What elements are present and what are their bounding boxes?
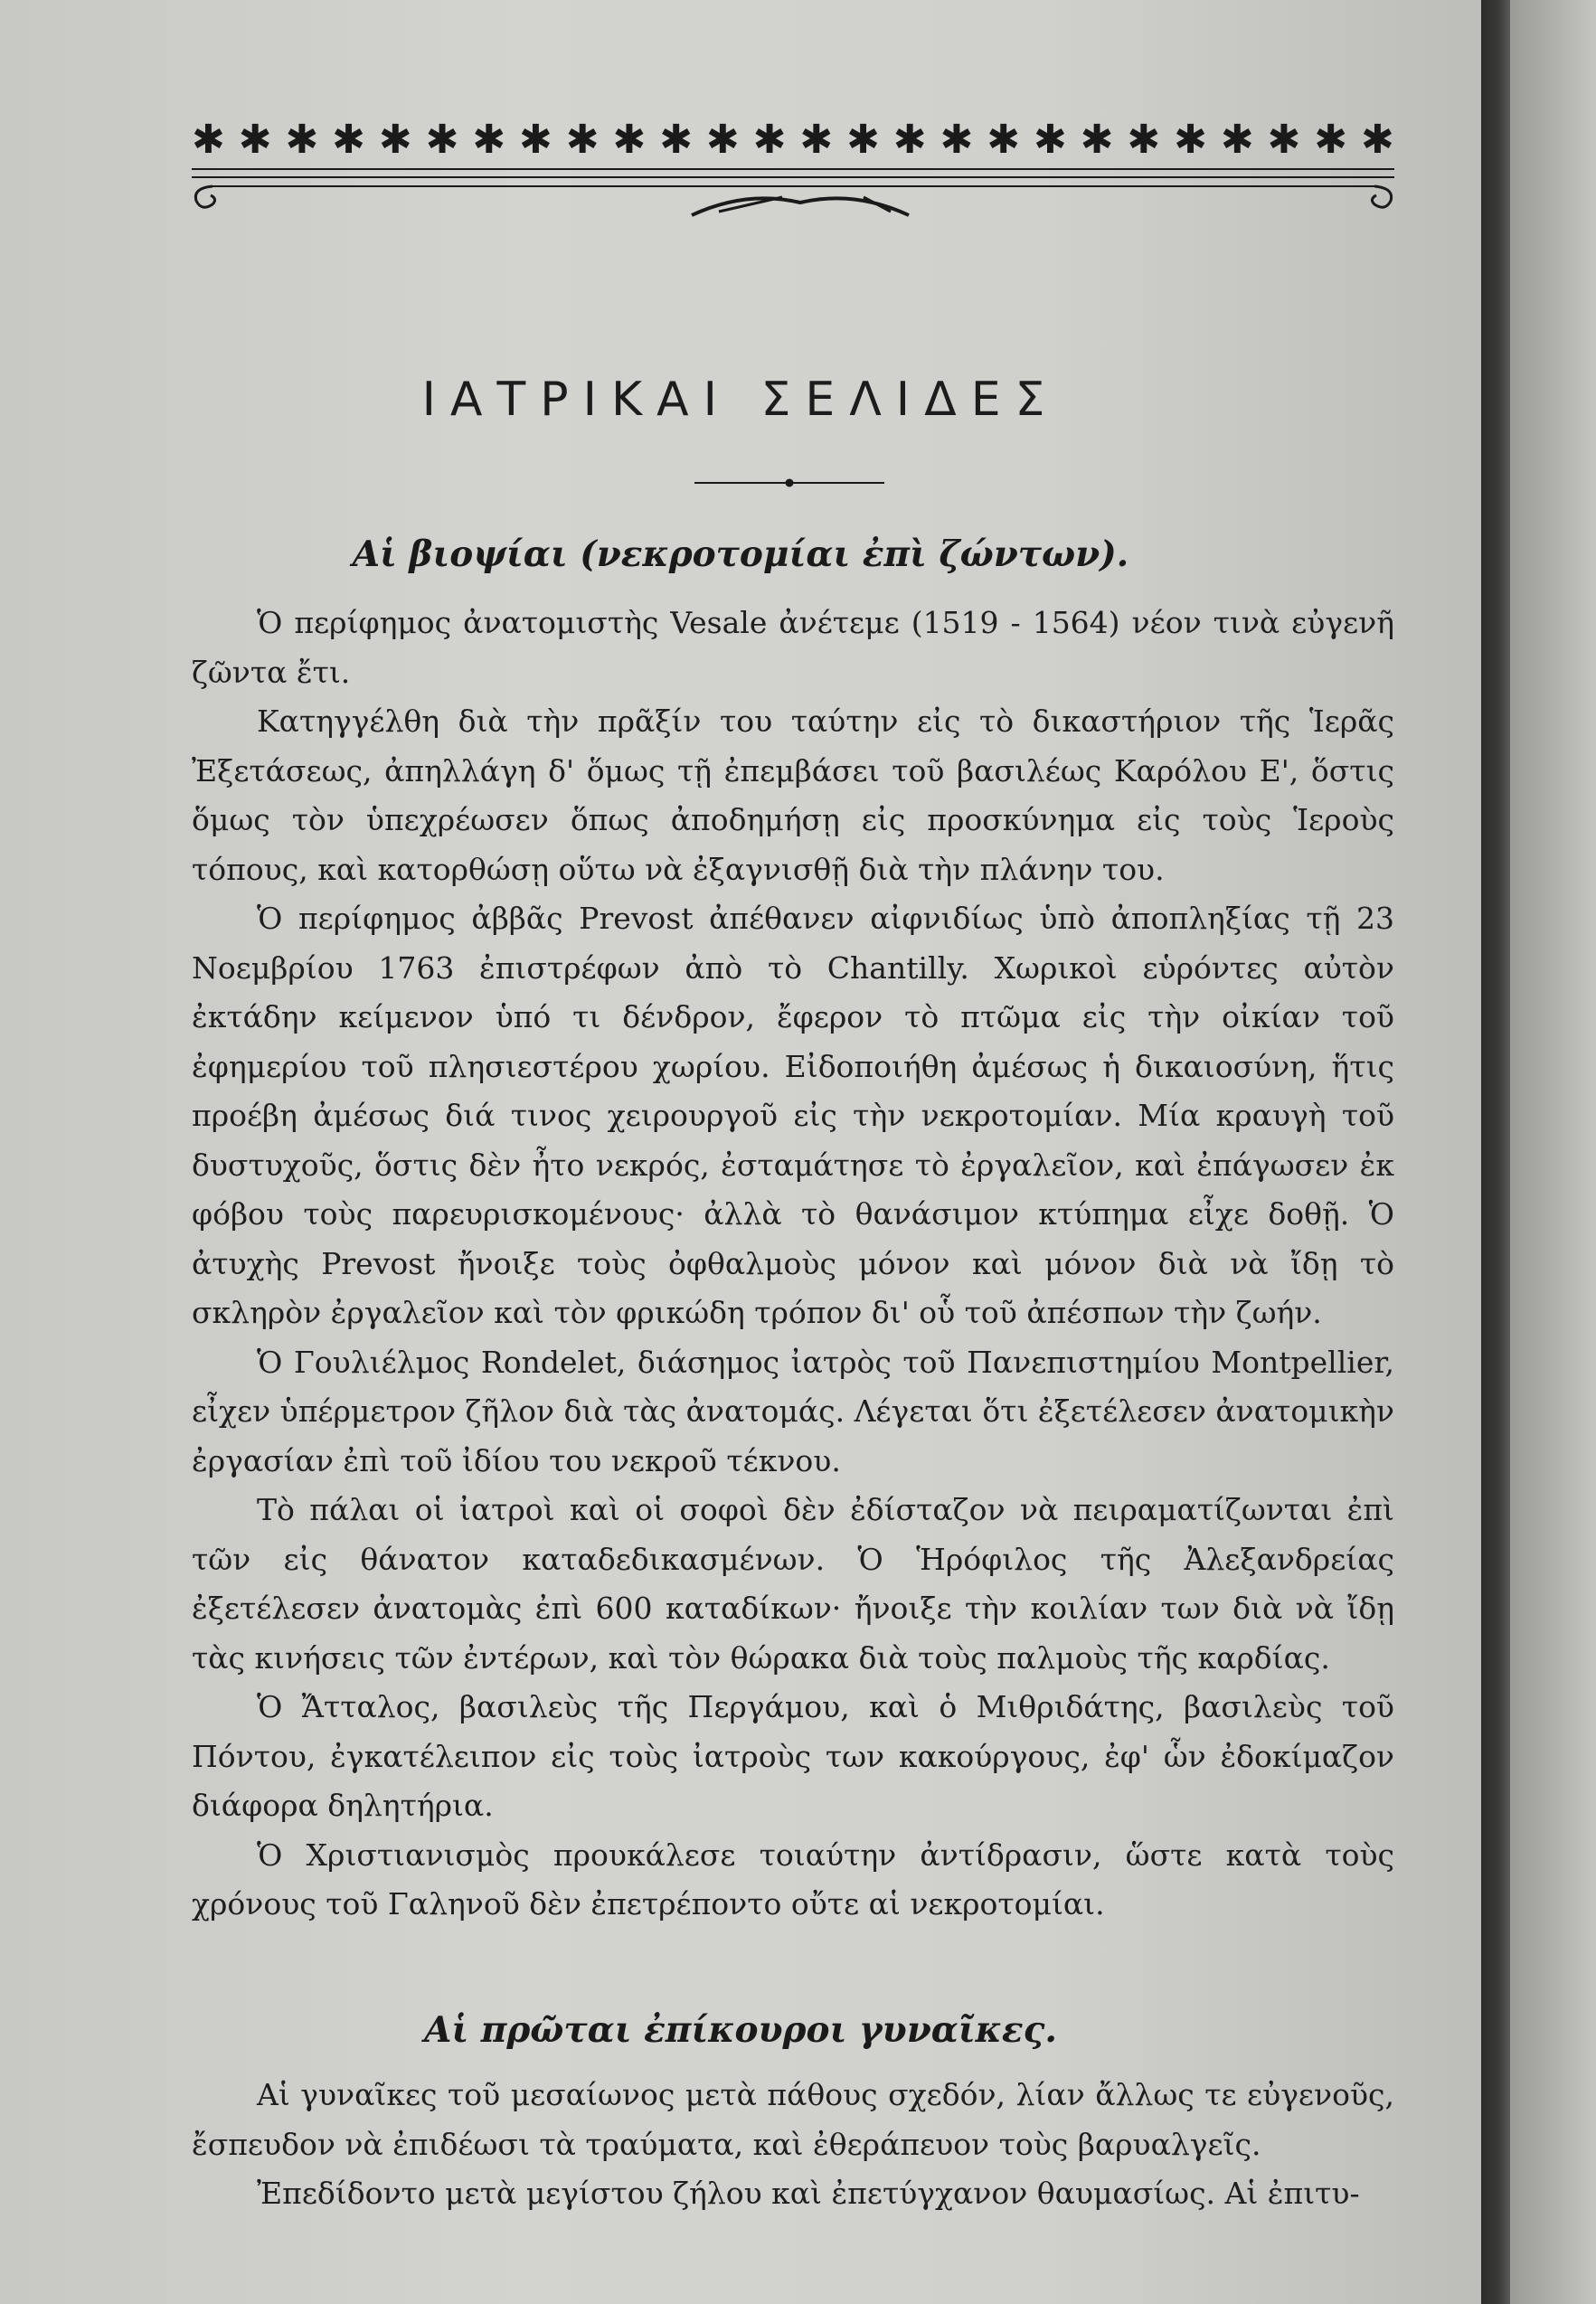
ornament-star-icon: ✱ (752, 117, 787, 163)
ornament-star-icon: ✱ (659, 117, 694, 163)
ornament-star-icon: ✱ (425, 117, 459, 163)
ornament-star-icon: ✱ (332, 117, 366, 163)
ornament-star-icon: ✱ (987, 117, 1021, 163)
ornament-star-icon: ✱ (1267, 117, 1301, 163)
paragraph: Τὸ πάλαι οἱ ἰατροὶ καὶ οἱ σοφοὶ δὲν ἐδίσταζον νὰ πειραματίζωνται ἐπὶ τῶν εἰς θάνατον καταδεδικασμένων. Ὁ Ἡρόφιλος τῆς Ἀλεξανδρείας ἐξετέλεσεν ἀνατομὰς ἐπὶ 600 καταδίκων· ἤνοιξε τὴν κοιλίαν των διὰ νὰ ἴδῃ τὰς κινήσεις τῶν ἐντέρων, καὶ τὸν θώρακα διὰ τοὺς παλμοὺς τῆς καρδίας. (192, 1492, 1394, 1676)
section-heading-biopsies: Αἱ βιοψίαι (νεκροτομίαι ἐπὶ ζώντων). (352, 534, 1129, 575)
ornament-star-icon: ✱ (1314, 117, 1348, 163)
paragraph: Ὁ Χριστιανισμὸς προυκάλεσε τοιαύτην ἀντίδρασιν, ὥστε κατὰ τοὺς χρόνους τοῦ Γαληνοῦ δὲν ἐπετρέποντο οὔτε αἱ νεκροτομίαι. (192, 1837, 1394, 1922)
ornament-star-icon: ✱ (1080, 117, 1114, 163)
paragraph: Ὁ περίφημος ἀββᾶς Prevost ἀπέθανεν αἰφνιδίως ὑπὸ ἀποπληξίας τῇ 23 Νοεμβρίου 1763 ἐπιστρέφων ἀπὸ τὸ Chantilly. Χωρικοὶ εὑρόντες αὐτὸν ἐκτάδην κείμενον ὑπό τι δένδρον, ἔφερον τὸ πτῶμα εἰς τὴν οἰκίαν τοῦ ἐφημερίου τοῦ πλησιεστέρου χωρίου. Εἰδοποιήθη ἀμέσως ἡ δικαιοσύνη, ἥτις προέβη ἀμέσως διά τινος χειρουργοῦ εἰς τὴν νεκροτομίαν. Μία κραυγὴ τοῦ δυστυχοῦς, ὅστις δὲν ἦτο νεκρός, ἐσταμάτησε τὸ ἐργαλεῖον, καὶ ἐπάγωσεν ἐκ φόβου τοὺς παρευρισκομένους· ἀλλὰ τὸ θανάσιμον κτύπημα εἶχε δοθῇ. Ὁ ἀτυχὴς Prevost ἤνοιξε τοὺς ὀφθαλμοὺς μόνον καὶ μόνον διὰ νὰ ἴδῃ τὸ σκληρὸν ἐργαλεῖον καὶ τὸν φρικώδη τρόπον δι' οὗ τοῦ ἀπέσπων τὴν ζωήν. (192, 901, 1394, 1330)
section-heading-women-nurses: Αἱ πρῶται ἐπίκουροι γυναῖκες. (424, 2009, 1057, 2051)
section-body-women-nurses (192, 2071, 1394, 2219)
ornament-star-icon: ✱ (705, 117, 740, 163)
ornament-star-icon: ✱ (519, 117, 552, 163)
ornament-star-icon: ✱ (1127, 117, 1161, 163)
paragraph: Ὁ περίφημος ἀνατομιστὴς Vesale ἀνέτεμε (1519 - 1564) νέον τινὰ εὐγενῆ ζῶντα ἔτι. (192, 605, 1394, 690)
ornament-star-icon: ✱ (846, 117, 880, 163)
page-title: ΙΑΤΡΙΚΑΙ ΣΕΛΙΔΕΣ (421, 373, 1060, 427)
ornament-star-icon: ✱ (285, 117, 319, 163)
title-divider (694, 477, 884, 488)
ornament-star-icon: ✱ (378, 117, 412, 163)
ornament-star-icon: ✱ (238, 117, 272, 163)
section-body-biopsies (192, 599, 1394, 1930)
paragraph: Ἐπεδίδοντο μετὰ μεγίστου ζήλου καὶ ἐπετύγχανον θαυμασίως. Αἱ ἐπιτυ- (257, 2176, 1360, 2211)
ornament-star-icon: ✱ (565, 117, 600, 163)
ornament-star-icon: ✱ (799, 117, 834, 163)
paragraph: Κατηγγέλθη διὰ τὴν πρᾶξίν του ταύτην εἰς τὸ δικαστήριον τῆς Ἱερᾶς Ἐξετάσεως, ἀπηλλάγη δ' ὅμως τῇ ἐπεμβάσει τοῦ βασιλέως Καρόλου Ε', ὅστις ὅμως τὸν ὑπεχρέωσεν ὅπως ἀποδημήσῃ εἰς προσκύνημα εἰς τοὺς Ἱεροὺς τόπους, καὶ κατορθώσῃ οὕτω νὰ ἐξαγνισθῇ διὰ τὴν πλάνην του. (192, 703, 1394, 887)
ornament-border (192, 109, 1394, 172)
paragraph: Αἱ γυναῖκες τοῦ μεσαίωνος μετὰ πάθους σχεδόν, λίαν ἄλλως τε εὐγενοῦς, ἔσπευδον νὰ ἐπιδέωσι τὰ τραύματα, καὶ ἐθεράπευον τοὺς βαρυαλγεῖς. (192, 2077, 1394, 2162)
ornament-star-icon: ✱ (1360, 117, 1394, 163)
ornament-star-icon: ✱ (1174, 117, 1207, 163)
ornament-star-icon: ✱ (1220, 117, 1254, 163)
ornament-star-icon: ✱ (1033, 117, 1067, 163)
adjacent-page-edge (1510, 0, 1596, 2304)
ornament-star-icon: ✱ (940, 117, 974, 163)
book-gutter (1481, 0, 1510, 2304)
ornament-star-icon: ✱ (612, 117, 647, 163)
paragraph: Ὁ Γουλιέλμος Rondelet, διάσημος ἰατρὸς τοῦ Πανεπιστημίου Montpellier, εἶχεν ὑπέρμετρον ζῆλον διὰ τὰς ἀνατομάς. Λέγεται ὅτι ἐξετέλεσεν ἀνατομικὴν ἐργασίαν ἐπὶ τοῦ ἰδίου του νεκροῦ τέκνου. (192, 1344, 1394, 1478)
paragraph: Ὁ Ἄτταλος, βασιλεὺς τῆς Περγάμου, καὶ ὁ Μιθριδάτης, βασιλεὺς τοῦ Πόντου, ἐγκατέλειπον εἰς τοὺς ἰατροὺς των κακούργους, ἐφ' ὧν ἐδοκίμαζον διάφορα δηλητήρια. (192, 1689, 1394, 1823)
ornament-star-icon: ✱ (192, 117, 225, 163)
ornament-star-icon: ✱ (892, 117, 927, 163)
headpiece-ornament (185, 177, 1402, 231)
ornament-star-icon: ✱ (472, 117, 506, 163)
